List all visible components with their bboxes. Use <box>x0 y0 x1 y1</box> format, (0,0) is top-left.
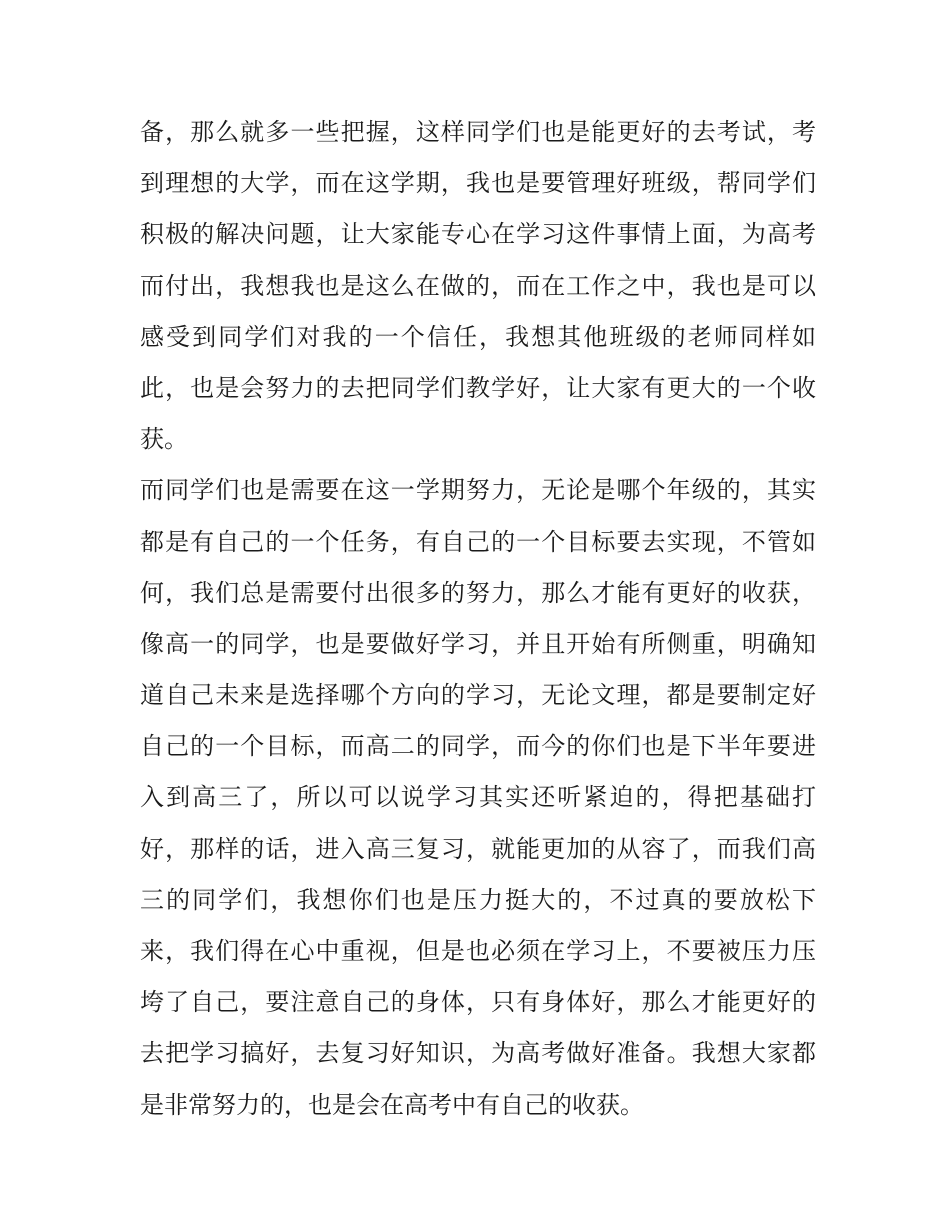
text-line: 而同学们也是需要在这一学期努力，无论是哪个年级的，其实 <box>140 476 816 505</box>
text-line: 备，那么就多一些把握，这样同学们也是能更好的去考试，考 <box>140 118 816 146</box>
text-line: 去把学习搞好，去复习好知识，为高考做好准备。我想大家都 <box>140 1039 816 1068</box>
text-line: 是非常努力的，也是会在高考中有自己的收获。 <box>140 1090 644 1119</box>
text-line: 何，我们总是需要付出很多的努力，那么才能有更好的收获， <box>140 578 816 607</box>
text-line: 感受到同学们对我的一个信任，我想其他班级的老师同样如 <box>140 322 816 351</box>
text-line: 积极的解决问题，让大家能专心在学习这件事情上面，为高考 <box>140 220 816 249</box>
text-line: 三的同学们，我想你们也是压力挺大的，不过真的要放松下 <box>140 885 816 914</box>
text-line: 好，那样的话，进入高三复习，就能更加的从容了，而我们高 <box>140 834 816 863</box>
text-line: 自己的一个目标，而高二的同学，而今的你们也是下半年要进 <box>140 732 816 761</box>
text-line: 道自己未来是选择哪个方向的学习，无论文理，都是要制定好 <box>140 681 816 710</box>
paragraph-1 <box>140 107 816 465</box>
text-line: 而付出，我想我也是这么在做的，而在工作之中，我也是可以 <box>140 271 816 300</box>
document-body <box>140 107 816 1131</box>
text-line: 都是有自己的一个任务，有自己的一个目标要去实现，不管如 <box>140 527 816 556</box>
text-line: 像高一的同学，也是要做好学习，并且开始有所侧重，明确知 <box>140 629 816 658</box>
text-line: 此，也是会努力的去把同学们教学好，让大家有更大的一个收 <box>140 373 816 402</box>
text-line: 入到高三了，所以可以说学习其实还听紧迫的，得把基础打 <box>140 783 816 812</box>
text-line: 到理想的大学，而在这学期，我也是要管理好班级，帮同学们 <box>140 169 816 198</box>
text-line: 来，我们得在心中重视，但是也必须在学习上，不要被压力压 <box>140 937 816 965</box>
text-line: 垮了自己，要注意自己的身体，只有身体好，那么才能更好的 <box>140 988 816 1017</box>
paragraph-2 <box>140 465 816 1130</box>
text-line: 获。 <box>140 425 188 454</box>
